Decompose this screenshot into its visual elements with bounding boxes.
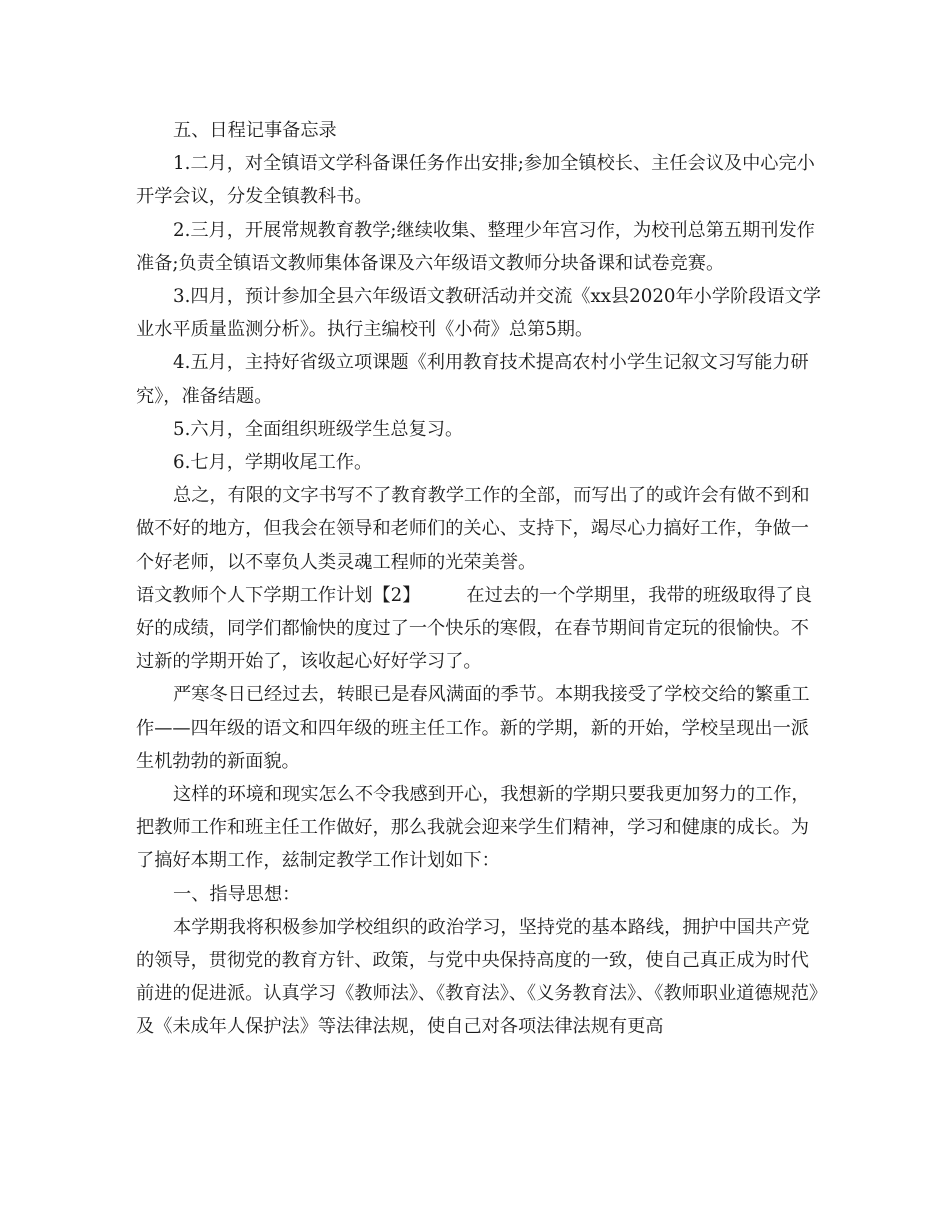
paragraph-july: 6.七月，学期收尾工作。 bbox=[173, 452, 373, 474]
section-2-block bbox=[136, 579, 826, 679]
paragraph-conclusion: 总之，有限的文字书写不了教育教学工作的全部，而写出了的或许会有做不到和做不好的地方，但我会在领导和老师们的关心、支持下，竭尽心力搞好工作，争做一个好老师，以不辜负人类灵魂工程师的光荣美誉。 bbox=[136, 485, 810, 573]
paragraph-environment: 这样的环境和现实怎么不令我感到开心，我想新的学期只要我更加努力的工作，把教师工作和班主任工作做好，那么我就会迎来学生们精神，学习和健康的成长。为了搞好本期工作，兹制定教学工作计划如下： bbox=[136, 784, 810, 872]
paragraph-april: 3.四月，预计参加全县六年级语文教研活动并交流《xx县2020年小学阶段语文学业水平质量监测分析》。执行主编校刊《小荷》总第5期。 bbox=[136, 286, 821, 341]
section-heading-schedule: 五、日程记事备忘录 bbox=[173, 120, 337, 141]
paragraph-may: 4.五月，主持好省级立项课题《利用教育技术提高农村小学生记叙文习写能力研究》，准备结题。 bbox=[136, 352, 809, 407]
section-heading-guiding-ideology: 一、指导思想： bbox=[173, 883, 301, 905]
paragraph-june: 5.六月，全面组织班级学生总复习。 bbox=[173, 418, 464, 440]
section-2-heading: 语文教师个人下学期工作计划【2】 bbox=[136, 584, 421, 606]
paragraph-february: 1.二月，对全镇语文学科备课任务作出安排;参加全镇校长、主任会议及中心完小开学会议，分发全镇教科书。 bbox=[136, 153, 815, 208]
section-2-intro: 在过去的一个学期里，我带的班级取得了良好的成绩，同学们都愉快的度过了一个快乐的寒假，在春节期间肯定玩的很愉快。不过新的学期开始了，该收起心好好学习了。 bbox=[136, 584, 812, 673]
paragraph-march: 2.三月，开展常规教育教学;继续收集、整理少年宫习作，为校刊总第五期刊发作准备;负责全镇语文教师集体备课及六年级语文教师分块备课和试卷竞赛。 bbox=[136, 219, 815, 274]
paragraph-new-semester: 严寒冬日已经过去，转眼已是春风满面的季节。本期我接受了学校交给的繁重工作——四年级的语文和四年级的班主任工作。新的学期，新的开始，学校呈现出一派生机勃勃的新面貌。 bbox=[136, 684, 810, 772]
document-body bbox=[136, 114, 826, 1044]
paragraph-political-study: 本学期我将积极参加学校组织的政治学习，坚持党的基本路线，拥护中国共产党的领导，贯彻党的教育方针、政策，与党中央保持高度的一致，使自己真正成为时代前进的促进派。认真学习《教师法》、《教育法》、《义务教育法》、《教师职业道德规范》及《未成年人保护法》等法律法规，使自己对各项法律法规有更高 bbox=[136, 916, 818, 1038]
